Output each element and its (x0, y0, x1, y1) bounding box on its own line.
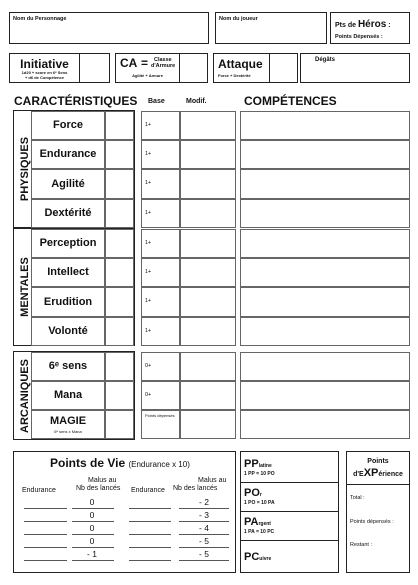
initiative-value-cell[interactable] (80, 54, 109, 81)
stat-value-intellect[interactable] (105, 258, 134, 287)
xp-box (346, 451, 410, 573)
hp-line[interactable] (24, 521, 67, 522)
character-name-box[interactable] (9, 12, 209, 44)
hp-line[interactable] (129, 508, 171, 509)
damage-box[interactable] (300, 53, 410, 83)
money-copper-label: PCuivre (244, 551, 272, 563)
hit-points-title: Points de Vie (Endurance x 10) (50, 456, 190, 470)
hp-left-value: 0 (89, 523, 95, 533)
armor-sub: Agilité + Armure (132, 73, 163, 78)
hp-line (179, 560, 229, 561)
skill-row[interactable] (240, 111, 410, 140)
character-name-label: Nom du Personnage (13, 16, 67, 22)
armor-box (115, 53, 208, 83)
hp-col2-header-a: Malus au (88, 477, 117, 484)
xp-total-label[interactable]: Total : (350, 495, 365, 501)
hp-line (179, 508, 229, 509)
hp-line[interactable] (24, 508, 67, 509)
damage-label: Dégâts (315, 57, 336, 63)
hp-col4-header-a: Malus au (198, 477, 227, 484)
hp-line (179, 547, 229, 548)
group-physiques-label: PHYSIQUES (19, 136, 31, 202)
stat-base-text: 1+ (145, 269, 152, 275)
hero-points-spent-label: Points Dépensés : (335, 34, 383, 40)
hp-right-value: - 2 (199, 497, 209, 507)
hp-right-value: - 3 (199, 510, 209, 520)
initiative-label-cell (9, 53, 80, 83)
stat-row-intellect (31, 258, 105, 287)
group-arcaniques-label: ARCANIQUES (19, 359, 31, 433)
skill-row[interactable] (240, 199, 410, 228)
hp-line (179, 521, 229, 522)
skill-row[interactable] (240, 410, 410, 439)
stat-modif-agilite[interactable] (180, 169, 236, 199)
armor-detail1: Classe (154, 57, 172, 63)
stat-label-erudition: Erudition (43, 296, 93, 308)
modif-header: Modif. (186, 98, 207, 105)
stat-label-intellect: Intellect (47, 266, 89, 278)
hp-line[interactable] (129, 547, 171, 548)
hp-line (72, 560, 114, 561)
hp-col1-header: Endurance (22, 487, 56, 494)
stat-row-agilite (31, 169, 105, 199)
skill-row[interactable] (240, 352, 410, 381)
stat-row-volonte (31, 317, 105, 346)
stat-value-sixth-sense[interactable] (105, 352, 134, 381)
skill-row[interactable] (240, 381, 410, 410)
stat-label-magie-sub: 6ᵉ sens x Mana (54, 429, 82, 434)
stat-base-text: 1+ (145, 180, 152, 186)
stat-base-mana[interactable] (141, 381, 180, 410)
stat-base-text: 0+ (145, 392, 152, 398)
characteristics-title: CARACTÉRISTIQUES (14, 94, 138, 108)
stat-modif-dexterite[interactable] (180, 199, 236, 228)
stat-value-perception[interactable] (105, 229, 134, 258)
skill-row[interactable] (240, 287, 410, 317)
stat-label-perception: Perception (39, 237, 97, 249)
stat-base-dexterite[interactable] (141, 199, 180, 228)
skill-row[interactable] (240, 229, 410, 258)
money-copper[interactable] (241, 540, 338, 572)
money-box (240, 451, 339, 573)
stat-value-magie[interactable] (105, 410, 134, 439)
stat-row-dexterite (31, 199, 105, 228)
hp-line (72, 534, 114, 535)
stat-value-agilite[interactable] (105, 169, 134, 199)
money-platinum-label: PPlatine (244, 458, 272, 470)
stat-base-text: 1+ (145, 328, 152, 334)
stat-label-sixth-sense: 6ᵉ sens (48, 360, 88, 372)
initiative-label: Initiative (20, 57, 69, 71)
stat-base-volonte[interactable] (141, 317, 180, 346)
hp-line (72, 521, 114, 522)
stat-modif-mana[interactable] (180, 381, 236, 410)
stat-label-volonte: Volonté (48, 325, 88, 337)
skills-title: COMPÉTENCES (244, 94, 337, 108)
stat-label-dexterite: Dextérité (44, 207, 92, 219)
stat-label-agilite: Agilité (51, 178, 85, 190)
xp-divider (347, 484, 409, 485)
stat-base-agilite[interactable] (141, 169, 180, 199)
stat-row-sixth-sense (31, 352, 105, 381)
money-platinum[interactable] (241, 452, 338, 483)
hp-col2-header-b: Nb des lancés (76, 485, 121, 492)
attack-label-cell (213, 53, 270, 83)
hp-line (72, 508, 114, 509)
stat-base-intellect[interactable] (141, 258, 180, 287)
hp-line (179, 534, 229, 535)
base-header: Base (148, 98, 165, 105)
stat-label-mana: Mana (53, 389, 83, 401)
stat-label-endurance: Endurance (39, 148, 97, 160)
money-silver[interactable] (241, 511, 338, 541)
money-gold[interactable] (241, 482, 338, 512)
xp-title: d'EXPérience (353, 467, 403, 479)
money-gold-note: 1 PO = 10 PA (244, 500, 275, 506)
stat-label-magie: MAGIE (49, 415, 87, 427)
hp-col4-header-b: Nb des lancés (173, 485, 218, 492)
hp-left-value: 0 (89, 536, 95, 546)
attack-label: Attaque (218, 57, 263, 71)
hp-right-value: - 5 (199, 536, 209, 546)
stat-value-endurance[interactable] (105, 140, 134, 169)
stat-base-text: 1+ (145, 298, 152, 304)
group-mentales-label: MENTALES (19, 257, 31, 317)
hit-points-box (13, 451, 236, 573)
skill-row[interactable] (240, 258, 410, 287)
stat-base-magie[interactable] (141, 410, 180, 439)
skill-row[interactable] (240, 317, 410, 346)
hp-left-value: 0 (89, 497, 95, 507)
stat-row-perception (31, 229, 105, 258)
money-gold-label: POr (244, 487, 262, 499)
stat-base-force[interactable] (141, 111, 180, 140)
stat-modif-sixth-sense[interactable] (180, 352, 236, 381)
skill-row[interactable] (240, 169, 410, 199)
xp-title-top: Points (367, 458, 389, 465)
money-platinum-note: 1 PP = 10 PO (244, 471, 275, 477)
xp-remaining-label[interactable]: Restant : (350, 542, 373, 548)
stat-base-text: 1+ (145, 210, 152, 216)
attack-value-cell[interactable] (270, 54, 297, 81)
initiative-sub2: + d6 de Compétence (24, 75, 64, 80)
armor-detail2: d'Armure (151, 63, 176, 69)
stat-base-text: 0+ (145, 363, 152, 369)
stat-row-erudition (31, 287, 105, 317)
stat-value-mana[interactable] (105, 381, 134, 410)
armor-label-cell (115, 53, 180, 83)
attack-sub: Force + Dextérité (218, 73, 251, 78)
xp-spent-label[interactable]: Points dépensés : (350, 519, 394, 525)
hp-line[interactable] (24, 560, 67, 561)
stat-modif-erudition[interactable] (180, 287, 236, 317)
armor-eq: = (141, 56, 149, 70)
stat-label-force: Force (53, 119, 83, 131)
stat-row-force (31, 111, 105, 140)
stat-base-text: 1+ (145, 151, 152, 157)
money-silver-note: 1 PA = 10 PC (244, 529, 275, 535)
hp-line[interactable] (129, 560, 171, 561)
hp-right-value: - 4 (199, 523, 209, 533)
hero-points-title: Pts de Héros : (335, 19, 391, 30)
initiative-sub1: 1d20 + score en 6ᵉ Sens (21, 70, 68, 75)
stat-base-text: 1+ (145, 122, 152, 128)
armor-value-cell[interactable] (180, 54, 207, 81)
skill-row[interactable] (240, 140, 410, 169)
stat-value-erudition[interactable] (105, 287, 134, 317)
stat-base-text: 1+ (145, 240, 152, 246)
initiative-box (9, 53, 110, 83)
stat-base-erudition[interactable] (141, 287, 180, 317)
stat-row-endurance (31, 140, 105, 169)
stat-base-sixth-sense[interactable] (141, 352, 180, 381)
attack-box (213, 53, 298, 83)
hp-line[interactable] (129, 534, 171, 535)
stat-modif-volonte[interactable] (180, 317, 236, 346)
stat-row-mana (31, 381, 105, 410)
hero-points-box[interactable] (330, 12, 410, 44)
hp-left-value: - 1 (87, 549, 97, 559)
stat-base-text: Points dépensés (145, 413, 175, 418)
hp-line[interactable] (24, 534, 67, 535)
hp-col3-header: Endurance (131, 487, 165, 494)
money-silver-label: PArgent (244, 516, 271, 528)
hp-line (72, 547, 114, 548)
stat-modif-force[interactable] (180, 111, 236, 140)
hp-left-value: 0 (89, 510, 95, 520)
hp-line[interactable] (129, 521, 171, 522)
stat-row-magie (31, 410, 105, 439)
hp-line[interactable] (24, 547, 67, 548)
stat-base-endurance[interactable] (141, 140, 180, 169)
hp-right-value: - 5 (199, 549, 209, 559)
stat-modif-magie[interactable] (180, 410, 236, 439)
stat-modif-endurance[interactable] (180, 140, 236, 169)
armor-label: CA (120, 56, 138, 70)
player-name-label: Nom du joueur (219, 16, 258, 22)
stat-value-force[interactable] (105, 111, 134, 140)
stat-value-volonte[interactable] (105, 317, 134, 346)
stat-modif-perception[interactable] (180, 229, 236, 258)
stat-modif-intellect[interactable] (180, 258, 236, 287)
player-name-box[interactable] (215, 12, 327, 44)
stat-value-dexterite[interactable] (105, 199, 134, 228)
stat-base-perception[interactable] (141, 229, 180, 258)
